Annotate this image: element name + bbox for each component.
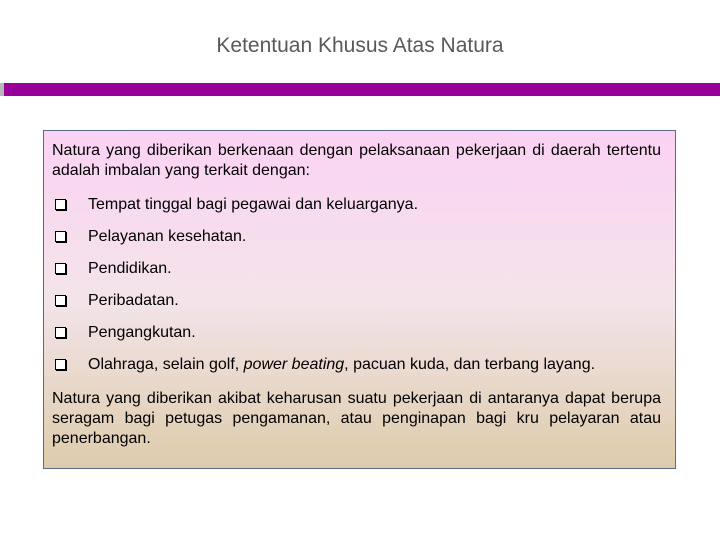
list-item-text: Peribadatan. [88,292,179,309]
list-item-text-after: , pacuan kuda, dan terbang layang. [344,356,596,373]
list-item [52,291,661,323]
square-bullet-icon [55,327,66,338]
title-accent-bar [4,83,720,96]
list-item-text: Pelayanan kesehatan. [88,228,247,245]
list-item-text: Pendidikan. [88,260,172,277]
square-bullet-icon [55,199,66,210]
square-bullet-icon [55,295,66,306]
intro-paragraph: Natura yang diberikan berkenaan dengan pelaksanaan pekerjaan di daerah tertentu adalah imbalan yang terkait dengan: [52,142,661,179]
closing-paragraph: Natura yang diberikan akibat keharusan suatu pekerjaan di antaranya dapat berupa seragam bagi petugas pengamanan, atau penginapan bagi kru pelayaran atau penerbangan. [52,390,661,447]
content-box [43,130,676,469]
list-item [52,227,661,259]
list-item-text: Pengangkutan. [88,324,196,341]
list-item-italic-term: power beating [243,356,345,373]
bullet-list [52,195,661,377]
list-item [52,259,661,291]
slide-title: Ketentuan Khusus Atas Natura [216,34,504,57]
list-item [52,355,661,377]
square-bullet-icon [55,231,66,242]
list-item-text: Tempat tinggal bagi pegawai dan keluarganya. [88,196,419,213]
list-item [52,195,661,227]
list-item-text-before: Olahraga, selain golf, [88,356,244,373]
list-item [52,323,661,355]
square-bullet-icon [55,359,66,370]
list-item-text [88,356,595,373]
square-bullet-icon [55,263,66,274]
